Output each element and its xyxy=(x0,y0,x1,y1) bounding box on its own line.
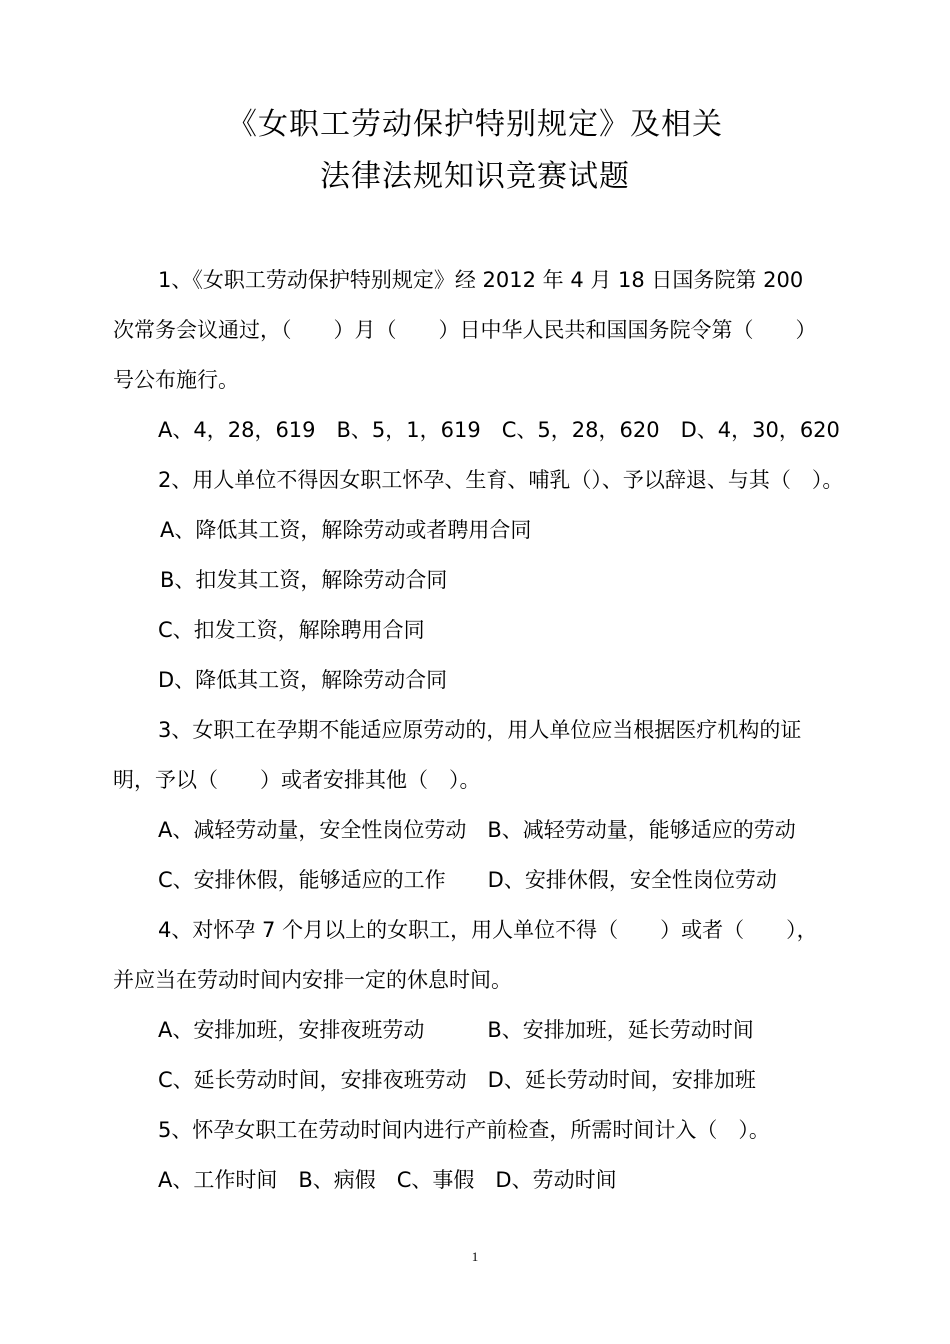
question-1-stem-line-1: 1、《女职工劳动保护特别规定》经 2012 年 4 月 18 日国务院第 200 xyxy=(158,268,804,292)
question-2-option-b: B、扣发其工资，解除劳动合同 xyxy=(160,568,448,592)
question-5-options: A、工作时间 B、病假 C、事假 D、劳动时间 xyxy=(158,1168,617,1192)
question-4-options-line-1: A、安排加班，安排夜班劳动 B、安排加班，延长劳动时间 xyxy=(158,1018,754,1042)
document-title-line-2: 法律法规知识竞赛试题 xyxy=(320,159,630,194)
question-2-option-a: A、降低其工资，解除劳动或者聘用合同 xyxy=(160,518,532,542)
question-3-options-line-2: C、安排休假，能够适应的工作 D、安排休假，安全性岗位劳动 xyxy=(158,868,777,892)
question-2-option-d: D、降低其工资，解除劳动合同 xyxy=(158,668,448,692)
question-3-stem-line-2: 明，予以（ ）或者安排其他（ ）。 xyxy=(113,768,481,792)
question-1-stem-line-2: 次常务会议通过，（ ）月（ ）日中华人民共和国国务院令第（ ） xyxy=(113,318,817,342)
question-4-options-line-2: C、延长劳动时间，安排夜班劳动 D、延长劳动时间，安排加班 xyxy=(158,1068,756,1092)
question-1-options: A、4，28，619 B、5，1，619 C、5，28，620 D、4，30，620 xyxy=(158,418,840,442)
question-2-stem: 2、用人单位不得因女职工怀孕、生育、哺乳（）、予以辞退、与其（ ）。 xyxy=(158,468,844,492)
question-4-stem-line-2: 并应当在劳动时间内安排一定的休息时间。 xyxy=(113,968,512,992)
question-5-stem: 5、怀孕女职工在劳动时间内进行产前检查，所需时间计入（ ）。 xyxy=(158,1118,770,1142)
question-3-options-line-1: A、减轻劳动量，安全性岗位劳动 B、减轻劳动量，能够适应的劳动 xyxy=(158,818,796,842)
page-number: 1 xyxy=(471,1249,479,1264)
question-2-option-c: C、扣发工资，解除聘用合同 xyxy=(158,618,425,642)
question-1-stem-line-3: 号公布施行。 xyxy=(113,368,239,392)
question-3-stem-line-1: 3、女职工在孕期不能适应原劳动的，用人单位应当根据医疗机构的证 xyxy=(158,718,802,742)
question-4-stem-line-1: 4、对怀孕 7 个月以上的女职工，用人单位不得（ ）或者（ ）， xyxy=(158,918,818,942)
document-title-line-1: 《女职工劳动保护特别规定》及相关 xyxy=(227,107,723,142)
